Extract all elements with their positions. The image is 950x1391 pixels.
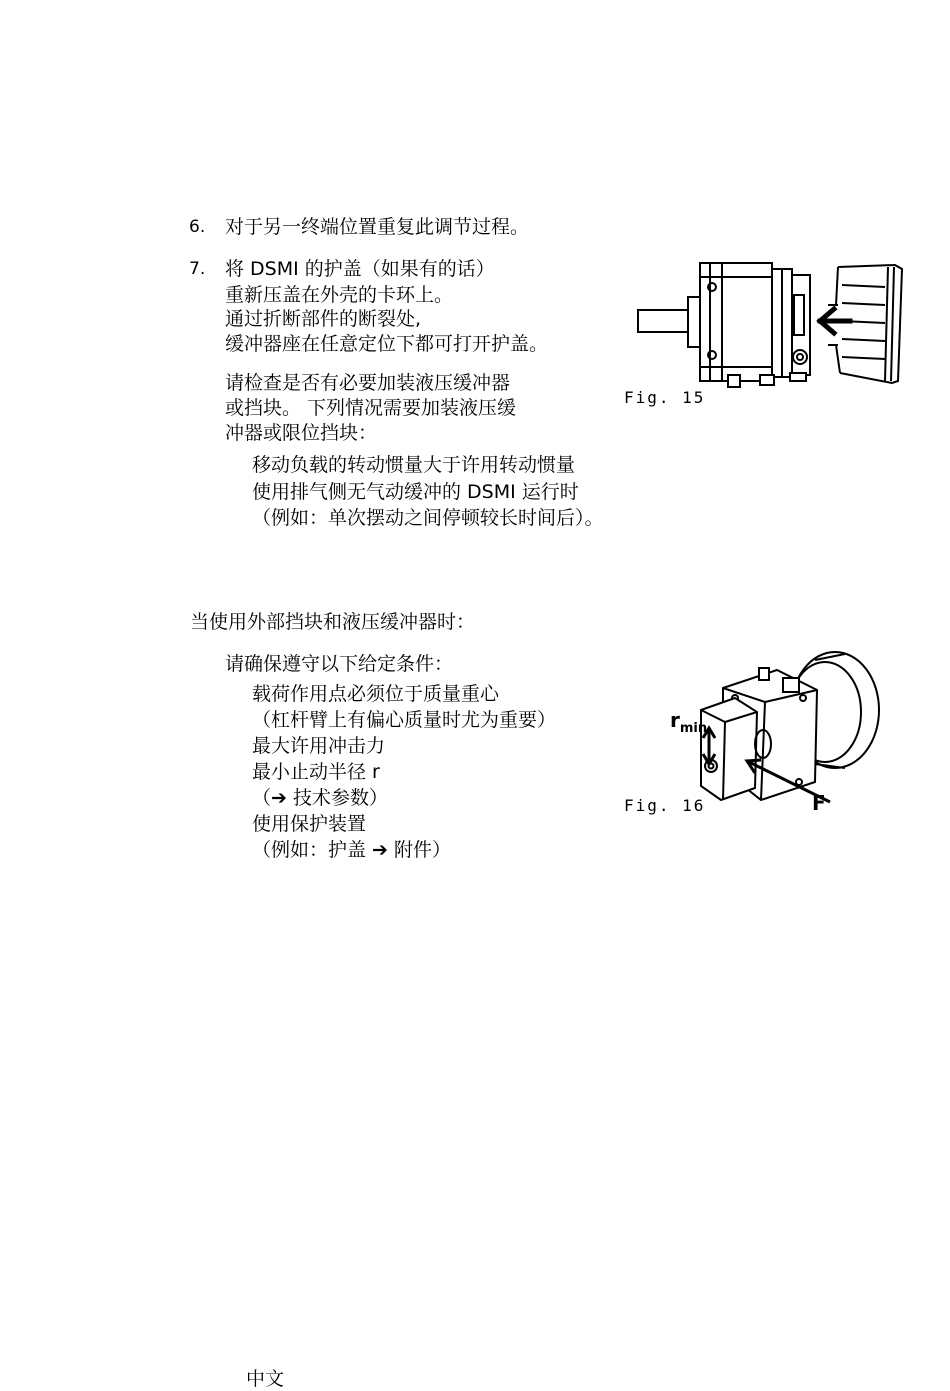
external-item-3: 最大许用冲击力 — [252, 735, 386, 757]
force-label: F — [812, 791, 826, 815]
step-6-text: 对于另一终端位置重复此调节过程。 — [225, 216, 530, 238]
check-line-2: 或挡块。 下列情况需要加装液压缓 — [225, 397, 517, 419]
external-item-4: 最小止动半径 r — [252, 761, 380, 783]
step-7-line-1: 将 DSMI 的护盖（如果有的话） — [225, 258, 495, 280]
check-item-1: 移动负载的转动惯量大于许用转动惯量 — [252, 454, 576, 476]
step-7-number: 7. — [189, 259, 206, 279]
external-item-6: 使用保护装置 — [252, 813, 367, 835]
check-line-3: 冲器或限位挡块： — [225, 422, 378, 444]
external-item-2: （杠杆臂上有偏心质量时尤为重要） — [252, 709, 557, 731]
figure-15-illustration — [630, 255, 905, 395]
external-heading: 当使用外部挡块和液压缓冲器时： — [190, 611, 476, 633]
check-item-3: （例如：单次摆动之间停顿较长时间后）。 — [252, 507, 604, 529]
figure-15-caption: Fig. 15 — [624, 388, 706, 407]
external-intro: 请确保遵守以下给定条件： — [225, 653, 454, 675]
rmin-label — [670, 708, 707, 736]
external-item-7: （例如：护盖 ➔ 附件） — [252, 839, 451, 861]
step-7-line-3: 通过折断部件的断裂处, — [225, 308, 422, 330]
step-7-line-2: 重新压盖在外壳的卡环上。 — [225, 284, 454, 306]
footer-language: 中文 — [246, 1368, 285, 1390]
step-7-line-4: 缓冲器座在任意定位下都可打开护盖。 — [225, 333, 549, 355]
external-item-1: 载荷作用点必须位于质量重心 — [252, 683, 500, 705]
check-item-2: 使用排气侧无气动缓冲的 DSMI 运行时 — [252, 481, 579, 503]
figure-16-caption: Fig. 16 — [624, 796, 706, 815]
rmin-label-r: r — [670, 708, 680, 732]
external-item-5: （➔ 技术参数） — [252, 787, 388, 809]
rmin-label-sub: min — [679, 721, 708, 736]
step-6-number: 6. — [189, 217, 206, 237]
check-line-1: 请检查是否有必要加装液压缓冲器 — [225, 372, 511, 394]
